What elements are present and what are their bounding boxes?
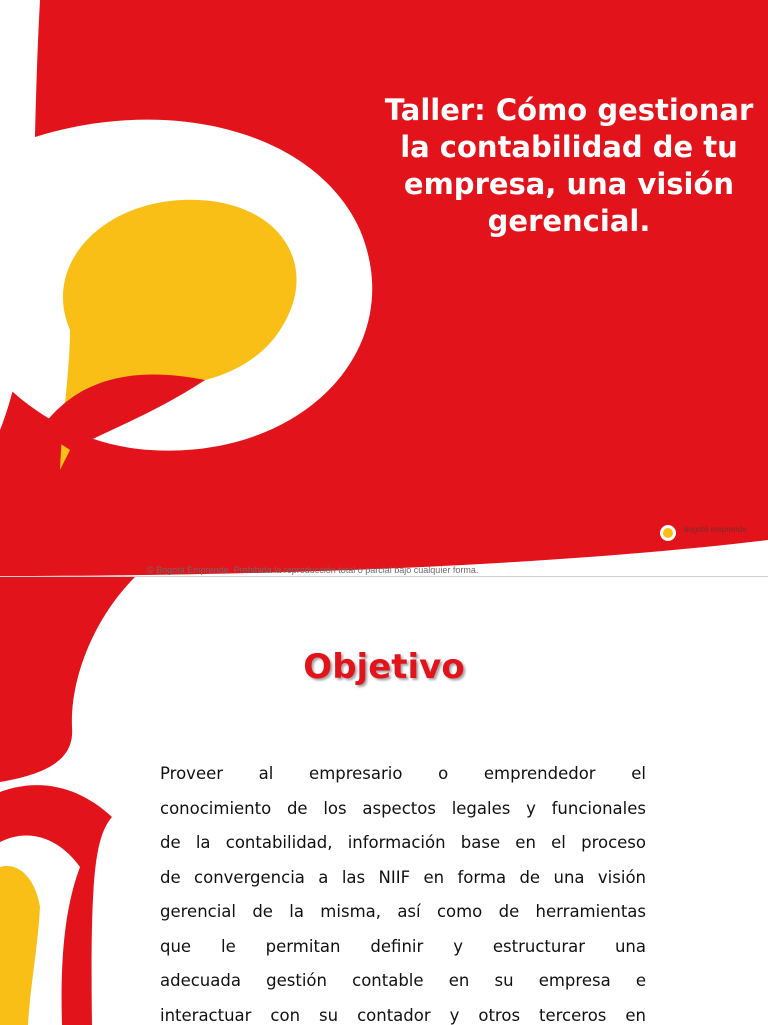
paragraph-line: adecuada gestión contable en su empresa e <box>160 964 646 999</box>
objective-paragraph <box>160 757 646 1025</box>
paragraph-line: de convergencia a las NIIF en forma de una visión <box>160 861 646 896</box>
bogota-emprende-logo <box>652 515 762 547</box>
logo-text: bogotá emprende <box>684 525 747 534</box>
paragraph-line: que le permitan definir y estructurar una <box>160 930 646 965</box>
paragraph-line: de la contabilidad, información base en el proceso <box>160 826 646 861</box>
paragraph-line: Proveer al empresario o emprendedor el <box>160 757 646 792</box>
paragraph-line: gerencial de la misma, así como de herramientas <box>160 895 646 930</box>
paragraph-line: conocimiento de los aspectos legales y funcionales <box>160 792 646 827</box>
objective-slide <box>0 576 768 1025</box>
presentation-title: Taller: Cómo gestionar la contabilidad de tu empresa, una visión gerencial. <box>372 92 766 240</box>
logo-mark-icon <box>652 515 682 547</box>
copyright-footer: © Bogotá Emprende. Prohibida la reproducción total o parcial bajo cualquier forma. <box>147 565 478 575</box>
paragraph-line: interactuar con su contador y otros terceros en <box>160 999 646 1025</box>
slide-heading: Objetivo <box>0 647 768 687</box>
